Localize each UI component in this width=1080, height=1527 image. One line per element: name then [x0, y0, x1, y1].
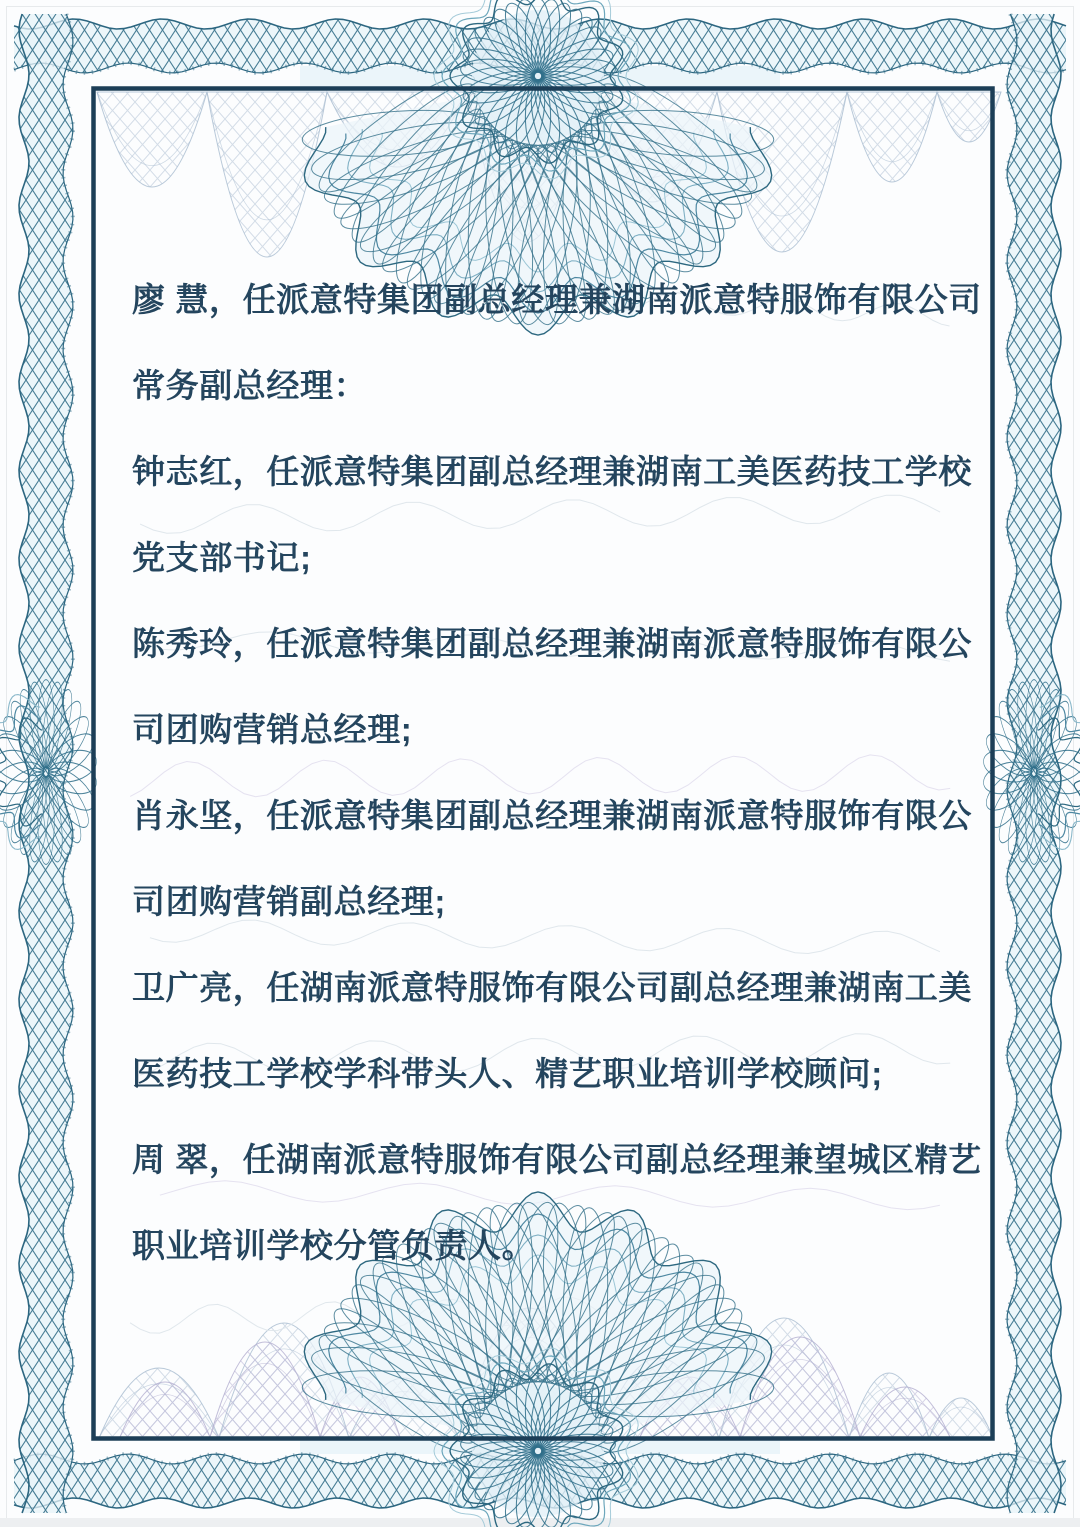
notice-line-10: 医药技工学校学科带头人、精艺职业培训学校顾问;	[132, 1055, 883, 1092]
notice-line-2: 常务副总经理：	[132, 367, 368, 404]
notice-line-4: 党支部书记;	[132, 539, 312, 576]
notice-line-12: 职业培训学校分管负责人。	[132, 1227, 536, 1264]
notice-text	[132, 274, 1032, 1306]
notice-line-8: 司团购营销副总经理;	[132, 883, 446, 920]
notice-line-11: 周 翠，任湖南派意特服饰有限公司副总经理兼望城区精艺	[132, 1141, 982, 1178]
notice-line-7: 肖永坚，任派意特集团副总经理兼湖南派意特服饰有限公	[132, 797, 972, 834]
notice-line-9: 卫广亮，任湖南派意特服饰有限公司副总经理兼湖南工美	[132, 969, 972, 1006]
notice-line-6: 司团购营销总经理;	[132, 711, 413, 748]
notice-line-3: 钟志红，任派意特集团副总经理兼湖南工美医药技工学校	[132, 453, 972, 490]
notice-line-1: 廖 慧，任派意特集团副总经理兼湖南派意特服饰有限公司	[132, 281, 982, 318]
notice-line-5: 陈秀玲，任派意特集团副总经理兼湖南派意特服饰有限公	[132, 625, 972, 662]
